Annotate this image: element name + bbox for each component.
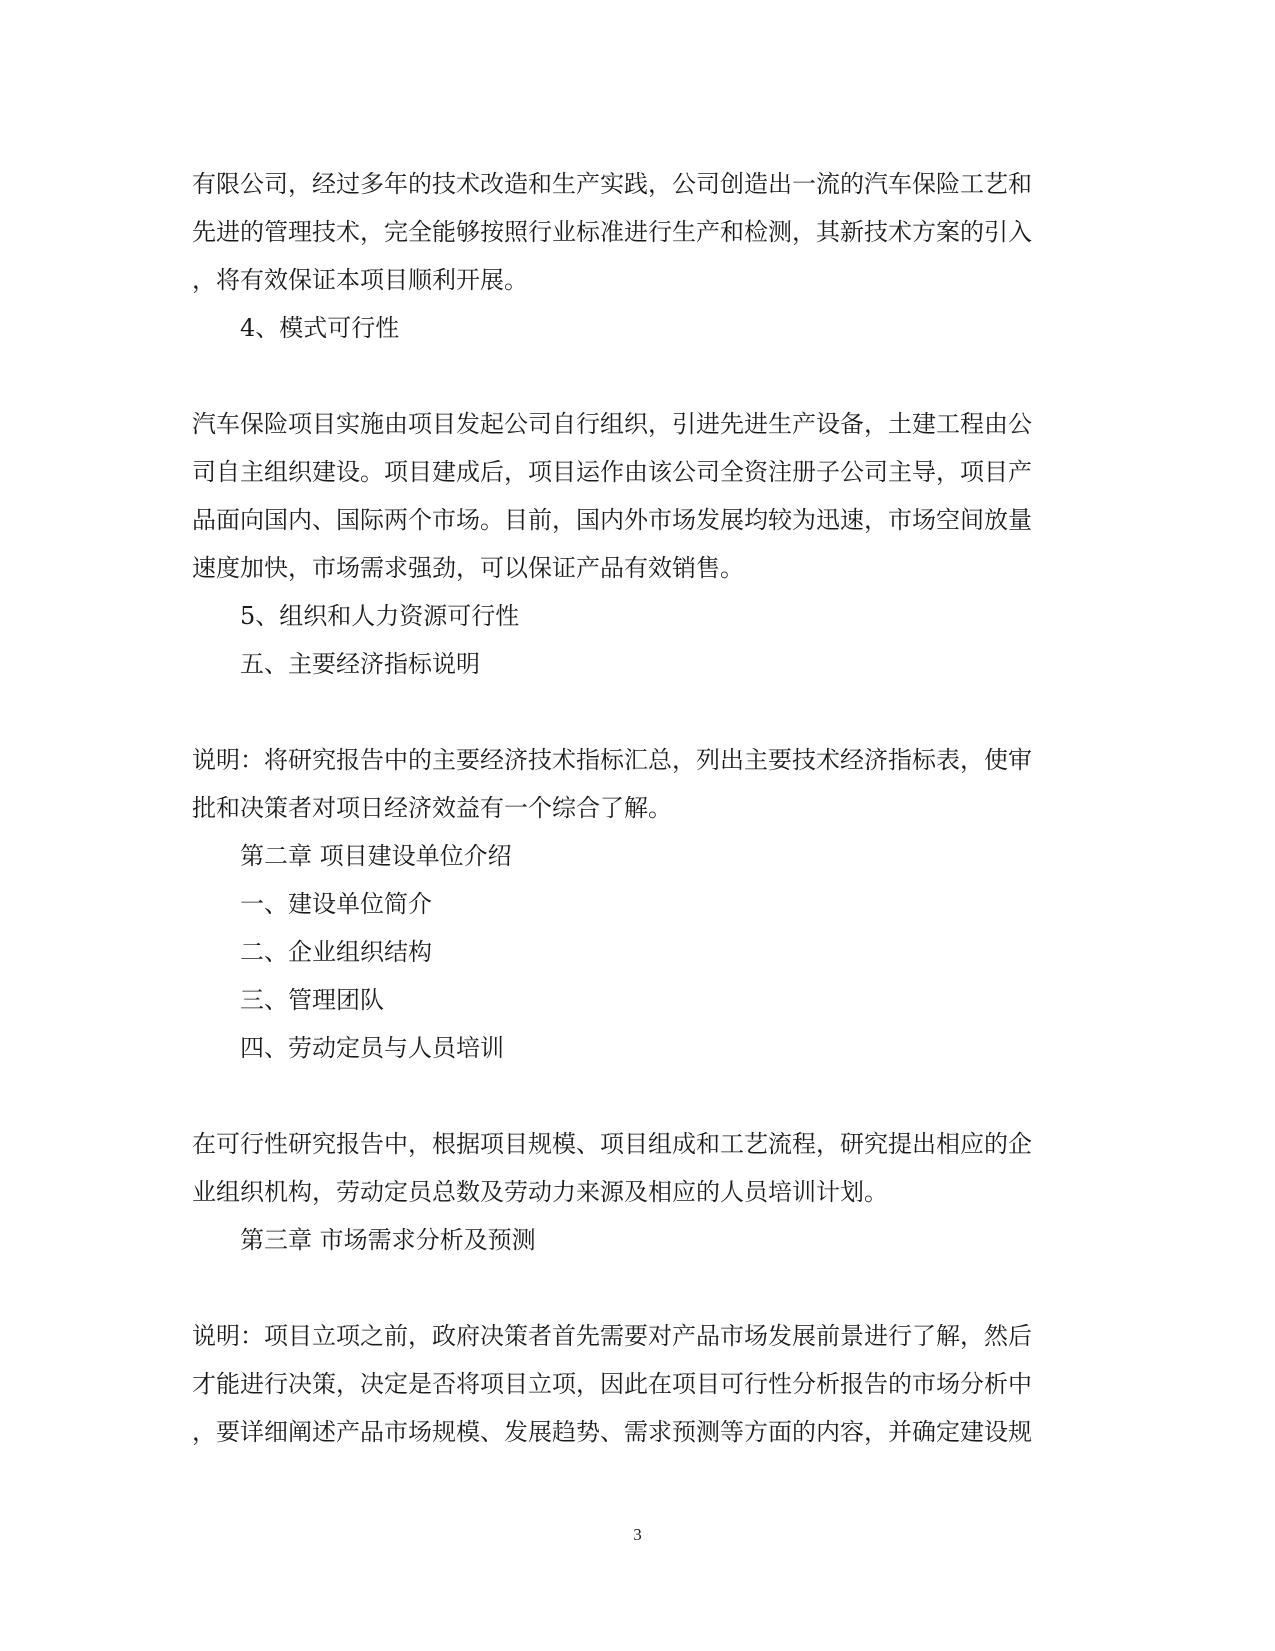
chapter-heading: 第三章 市场需求分析及预测 — [240, 1226, 536, 1254]
section-heading: 四、劳动定员与人员培训 — [240, 1034, 504, 1062]
section-heading: 五、主要经济指标说明 — [240, 650, 480, 678]
text-line: ，将有效保证本项目顺利开展。 — [192, 266, 528, 294]
text-line: 说明：将研究报告中的主要经济技术指标汇总，列出主要技术经济指标表，使审 — [192, 746, 1032, 774]
body-paragraph — [192, 736, 1072, 832]
section-heading: 二、企业组织结构 — [240, 938, 432, 966]
paragraph-spacer — [192, 1072, 1072, 1120]
text-line: 品面向国内、国际两个市场。目前，国内外市场发展均较为迅速，市场空间放量 — [192, 506, 1032, 534]
text-line: 才能进行决策，决定是否将项目立项，因此在项目可行性分析报告的市场分析中 — [192, 1370, 1032, 1398]
body-paragraph — [192, 400, 1072, 592]
text-line: 汽车保险项目实施由项目发起公司自行组织，引进先进生产设备，土建工程由公 — [192, 410, 1032, 438]
text-line: 在可行性研究报告中，根据项目规模、项目组成和工艺流程，研究提出相应的企 — [192, 1130, 1032, 1158]
text-line: 批和决策者对项日经济效益有一个综合了解。 — [192, 794, 672, 822]
text-line: 司自主组织建设。项目建成后，项目运作由该公司全资注册子公司主导，项目产 — [192, 458, 1032, 486]
text-line: 先进的管理技术，完全能够按照行业标准进行生产和检测，其新技术方案的引入 — [192, 218, 1032, 246]
page-number: 3 — [633, 1525, 642, 1544]
chapter-heading: 第二章 项目建设单位介绍 — [240, 842, 512, 870]
text-line: 有限公司，经过多年的技术改造和生产实践，公司创造出一流的汽车保险工艺和 — [192, 170, 1032, 198]
text-line: 说明：项目立项之前，政府决策者首先需要对产品市场发展前景进行了解，然后 — [192, 1322, 1032, 1350]
body-paragraph — [192, 1120, 1072, 1216]
paragraph-spacer — [192, 688, 1072, 736]
section-heading: 三、管理团队 — [240, 986, 384, 1014]
section-heading: 4、模式可行性 — [240, 314, 400, 342]
text-line: 业组织机构，劳动定员总数及劳动力来源及相应的人员培训计划。 — [192, 1178, 888, 1206]
body-paragraph — [192, 160, 1072, 304]
paragraph-spacer — [192, 352, 1072, 400]
page-content — [192, 160, 1072, 1456]
section-heading: 5、组织和人力资源可行性 — [240, 602, 520, 630]
text-line: 速度加快，市场需求强劲，可以保证产品有效销售。 — [192, 554, 744, 582]
text-line: ，要详细阐述产品市场规模、发展趋势、需求预测等方面的内容，并确定建设规 — [192, 1418, 1032, 1446]
body-paragraph — [192, 1312, 1072, 1456]
paragraph-spacer — [192, 1264, 1072, 1312]
section-heading: 一、建设单位简介 — [240, 890, 432, 918]
